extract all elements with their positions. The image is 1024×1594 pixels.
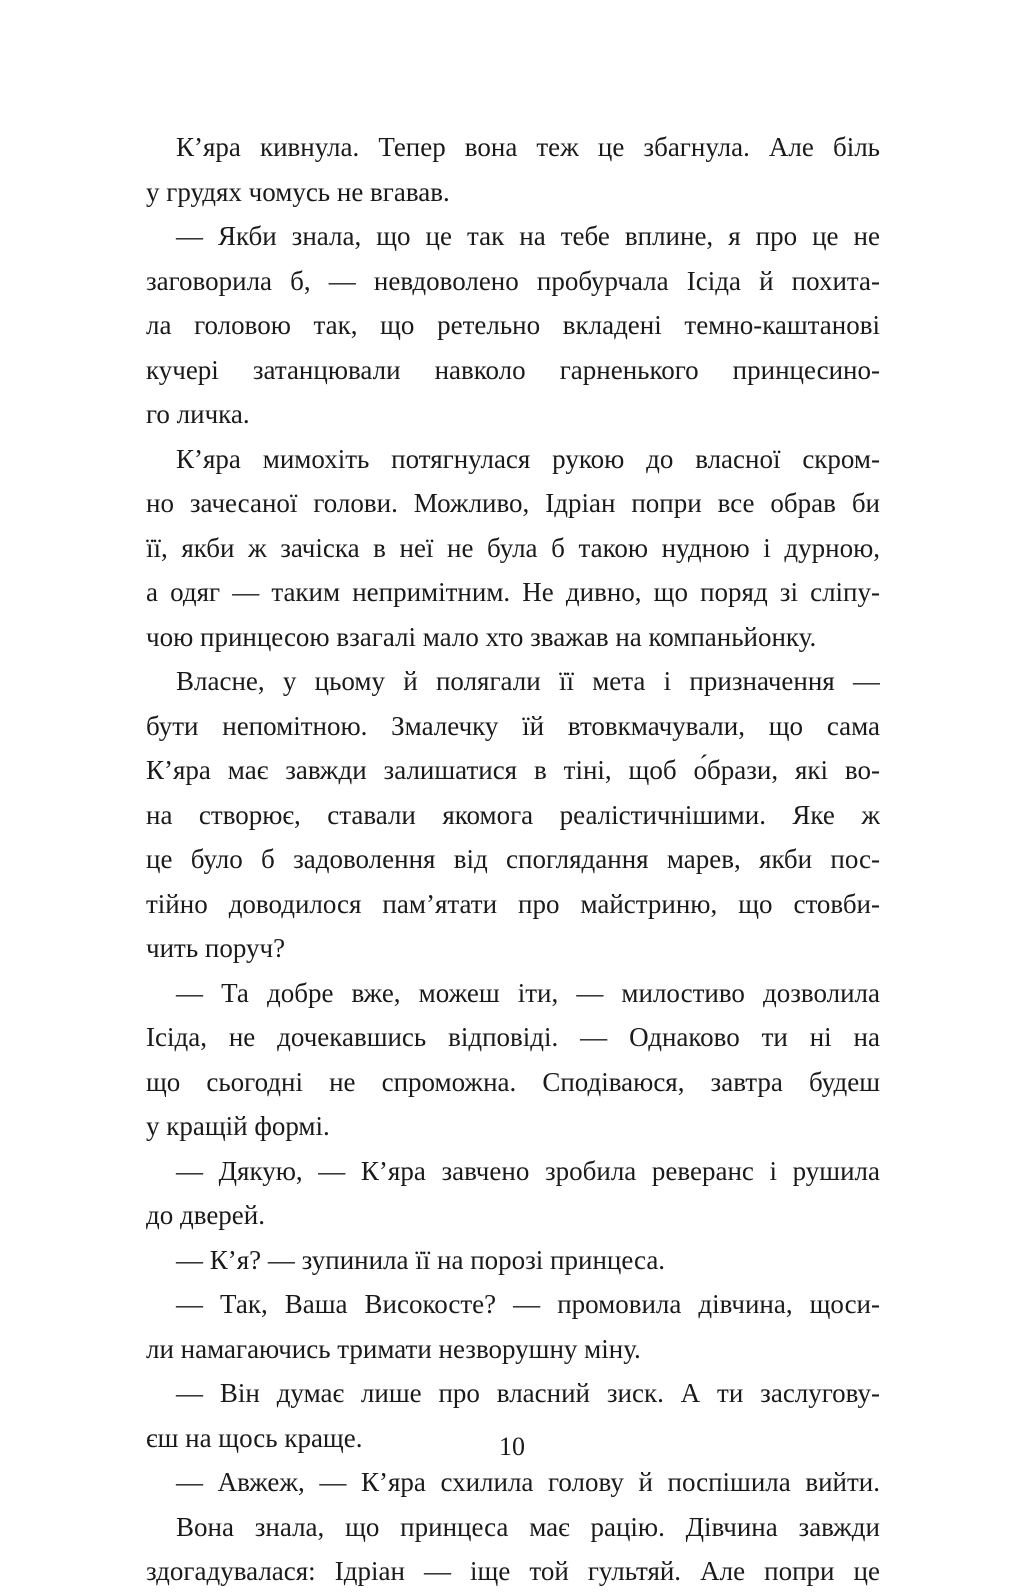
text-line: но зачесаної голови. Можливо, Ідріан попри все обрав би	[146, 488, 880, 518]
page-number: 10	[499, 1432, 525, 1461]
text-line: — Він думає лише про власний зиск. А ти заслугову-	[176, 1378, 880, 1408]
text-line: — Якби знала, що це так на тебе вплине, я про це не	[176, 221, 880, 251]
text-line: — Так, Ваша Високосте? — промовила дівчина, щоси-	[176, 1289, 880, 1319]
text-line: — Дякую, — К’яра завчено зробила реверанс і рушила	[176, 1155, 880, 1186]
text-line: у кращій формі.	[146, 1111, 330, 1141]
text-line: чою принцесою взагалі мало хто зважав на компаньйонку.	[146, 621, 817, 652]
text-line: К’яра мимохіть потягнулася рукою до власної скром-	[176, 443, 880, 474]
text-line: це було б задоволення від споглядання марев, якби пос-	[146, 844, 880, 874]
text-line: чить поруч?	[146, 933, 286, 963]
text-line: тійно доводилося пам’ятати про майстриню, що стовби-	[146, 888, 880, 919]
text-line: — К’я? — зупинила її на порозі принцеса.	[176, 1244, 666, 1275]
text-line: заговорила б, — невдоволено пробурчала Ісіда й похита-	[146, 265, 880, 296]
text-line: — Та добре вже, можеш іти, — милостиво дозволила	[176, 977, 880, 1008]
text-line: здогадувалася: Ідріан — іще той гультяй. Але попри це	[146, 1556, 880, 1586]
text-line: а одяг — таким непримітним. Не дивно, що поряд зі сліпу-	[146, 577, 880, 607]
text-line: Вона знала, що принцеса має рацію. Дівчина завжди	[176, 1511, 880, 1542]
text-line: Ісіда, не дочекавшись відповіді. — Однаково ти ні на	[146, 1022, 880, 1052]
text-line: єш на щось краще.	[146, 1422, 363, 1453]
text-line: — Авжеж, — К’яра схилила голову й поспішила вийти.	[176, 1467, 880, 1497]
text-line: ла головою так, що ретельно вкладені темно-каштанові	[146, 310, 880, 340]
page-body-text	[146, 125, 880, 1594]
text-line: у грудях чомусь не вгавав.	[146, 176, 450, 207]
text-line: до дверей.	[146, 1200, 265, 1230]
text-line: го личка.	[146, 399, 250, 429]
text-line: на створює, ставали якомога реалістичнішими. Яке ж	[146, 799, 880, 830]
text-line: кучері затанцювали навколо гарненького принцесино-	[146, 354, 880, 385]
text-line: бути непомітною. Змалечку їй втовкмачували, що сама	[146, 710, 880, 741]
text-line: Власне, у цьому й полягали її мета і призначення —	[176, 666, 880, 696]
text-line: К’яра кивнула. Тепер вона теж це збагнула. Але біль	[176, 132, 880, 162]
text-line: її, якби ж зачіска в неї не була б такою нудною і дурною,	[146, 532, 880, 563]
text-line: К’яра має завжди залишатися в тіні, щоб о́брази, які во-	[146, 755, 880, 785]
text-line: що сьогодні не спроможна. Сподіваюся, завтра будеш	[146, 1066, 880, 1097]
text-line: ли намагаючись тримати незворушну міну.	[146, 1333, 641, 1364]
